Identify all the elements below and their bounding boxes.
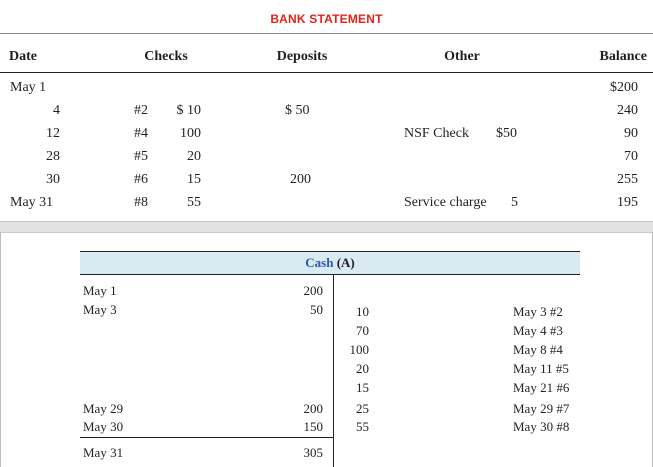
row-check-amount: $ 10 <box>176 103 201 118</box>
credit-amount: 20 <box>356 361 369 376</box>
row-date: May 1 <box>10 80 47 95</box>
ending-balance-amount: 305 <box>303 445 323 460</box>
credit-amount: 55 <box>356 419 369 434</box>
t-account-center-line <box>333 274 334 467</box>
credit-reference: May 21 #6 <box>513 380 570 395</box>
row-balance: 240 <box>617 103 638 118</box>
header-deposits: Deposits <box>276 49 328 64</box>
t-account-total-rule <box>80 437 333 438</box>
debit-amount: 150 <box>303 419 323 434</box>
credit-amount: 100 <box>349 342 369 357</box>
row-date: May 31 <box>10 195 54 210</box>
bank-statement-title: BANK STATEMENT <box>270 12 383 26</box>
debit-date: May 29 <box>83 401 124 416</box>
row-balance: 255 <box>617 172 638 187</box>
debit-amount: 50 <box>310 302 323 317</box>
credit-amount: 70 <box>356 323 369 338</box>
t-account-type: (A) <box>336 255 355 270</box>
credit-reference: May 11 #5 <box>513 361 569 376</box>
row-check-amount: 20 <box>187 149 201 164</box>
row-other-amount: 5 <box>511 195 518 210</box>
credit-reference: May 8 #4 <box>513 342 563 357</box>
row-check-number: #2 <box>134 103 148 118</box>
row-balance: 195 <box>617 195 638 210</box>
ending-balance-date: May 31 <box>83 445 124 460</box>
debit-amount: 200 <box>303 401 323 416</box>
credit-reference: May 3 #2 <box>513 304 563 319</box>
debit-amount: 200 <box>303 283 323 298</box>
row-deposit: $ 50 <box>285 103 310 118</box>
header-checks: Checks <box>144 49 188 64</box>
header-date: Date <box>9 49 37 64</box>
row-date: 4 <box>53 103 60 118</box>
credit-amount: 10 <box>356 304 369 319</box>
row-check-number: #5 <box>134 149 148 164</box>
header-balance: Balance <box>599 49 647 64</box>
row-check-number: #8 <box>134 195 148 210</box>
header-rule <box>0 72 653 73</box>
credit-amount: 15 <box>356 380 369 395</box>
row-other-amount: $50 <box>496 126 517 141</box>
row-check-amount: 100 <box>180 126 201 141</box>
credit-reference: May 30 #8 <box>513 419 570 434</box>
credit-reference: May 4 #3 <box>513 323 563 338</box>
row-other-label: Service charge <box>404 195 487 210</box>
credit-reference: May 29 #7 <box>513 401 570 416</box>
row-check-number: #6 <box>134 172 148 187</box>
row-balance: 70 <box>624 149 638 164</box>
t-account-name: Cash <box>305 255 334 270</box>
row-date: 12 <box>46 126 60 141</box>
row-other-label: NSF Check <box>404 126 469 141</box>
row-check-amount: 55 <box>187 195 201 210</box>
row-balance: $200 <box>610 80 638 95</box>
debit-date: May 1 <box>83 283 117 298</box>
credit-amount: 25 <box>356 401 369 416</box>
header-other: Other <box>444 49 480 64</box>
t-account-title <box>80 255 580 271</box>
row-date: 28 <box>46 149 60 164</box>
row-date: 30 <box>46 172 60 187</box>
row-balance: 90 <box>624 126 638 141</box>
top-rule <box>0 33 653 34</box>
row-check-number: #4 <box>134 126 148 141</box>
debit-date: May 30 <box>83 419 124 434</box>
row-check-amount: 15 <box>187 172 201 187</box>
debit-date: May 3 <box>83 302 117 317</box>
row-deposit: 200 <box>290 172 311 187</box>
